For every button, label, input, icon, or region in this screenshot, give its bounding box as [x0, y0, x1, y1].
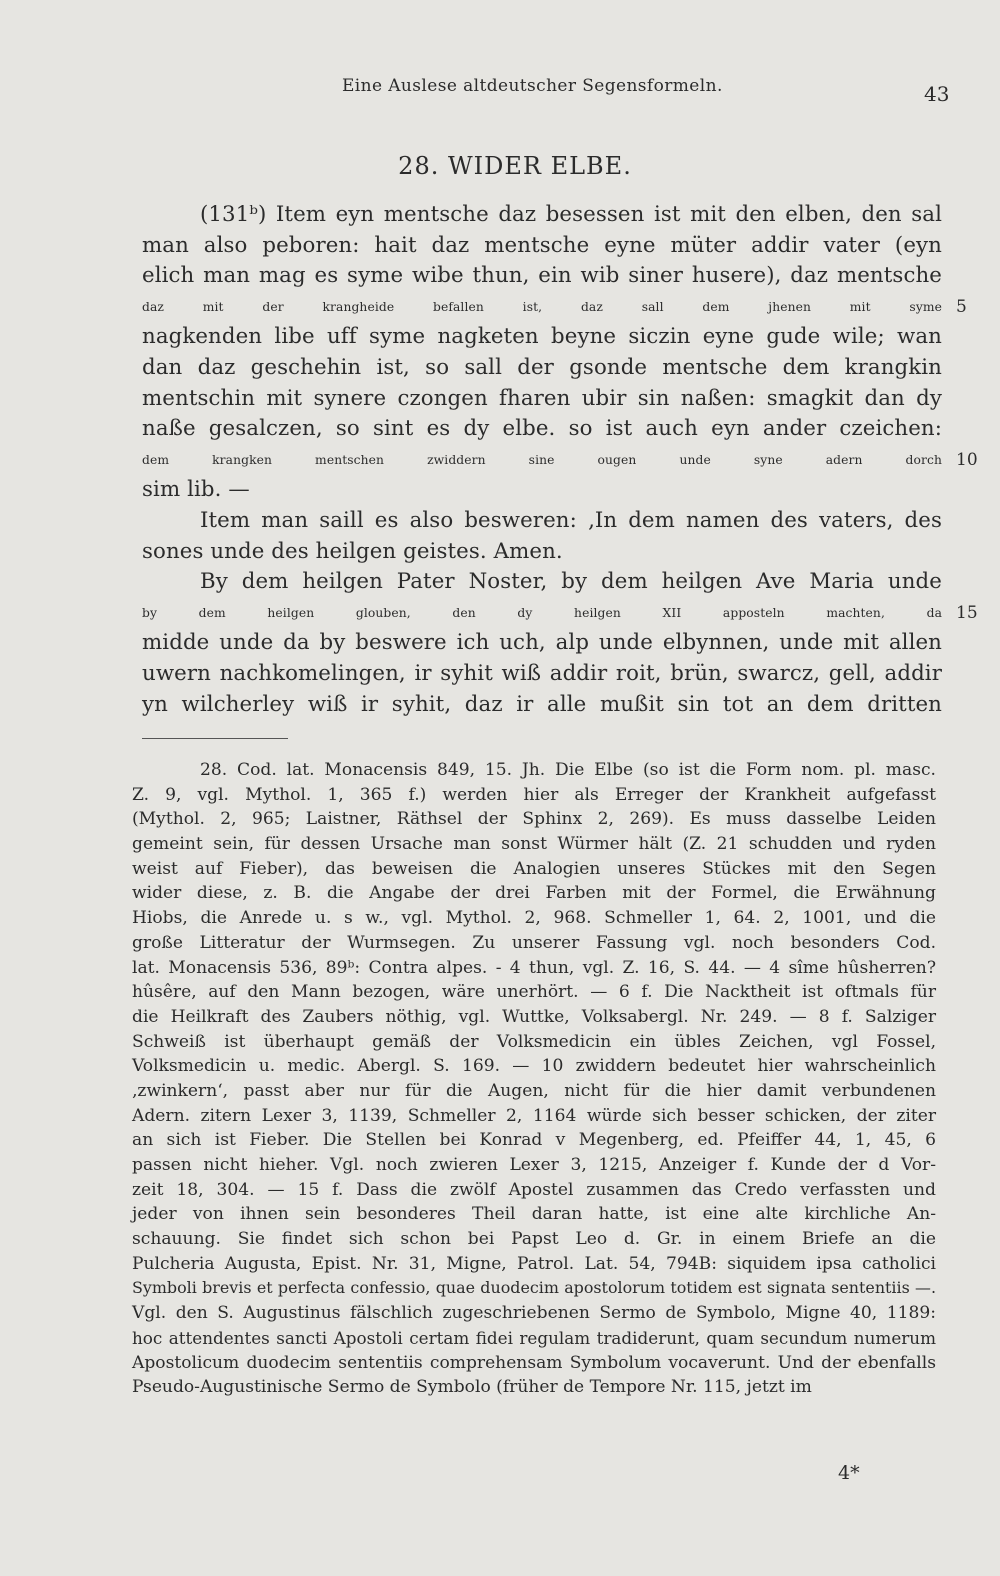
footnote-line: große Litteratur der Wurmsegen. Zu unserer Fassung vgl. noch besonders Cod.: [132, 932, 936, 953]
line-number: 10: [956, 449, 978, 470]
text-line-content: yn wilcherley wiß ir syhit, daz ir alle mußit sin tot an dem dritten: [142, 691, 942, 717]
footnote-line: Pulcheria Augusta, Epist. Nr. 31, Migne, Patrol. Lat. 54, 794B: siquidem ipsa catholici: [132, 1253, 936, 1274]
text-line-content: nagkenden libe uff syme nagketen beyne siczin eyne gude wile; wan: [142, 324, 942, 350]
footnote-line: weist auf Fieber), das beweisen die Analogien unseres Stückes mit den Segen: [132, 858, 936, 879]
footnote-rule: [142, 738, 288, 739]
charm-text: [142, 200, 978, 720]
footnote-line: hoc attendentes sancti Apostoli certam fidei regulam tradiderunt, quam secundum numerum: [132, 1327, 936, 1348]
text-line: [142, 628, 942, 659]
footnote-line: an sich ist Fieber. Die Stellen bei Konrad v Megenberg, ed. Pfeiffer 44, 1, 45, 6: [132, 1130, 936, 1151]
text-line: [142, 690, 942, 721]
running-title: Eine Auslese altdeutscher Segensformeln.: [342, 76, 723, 96]
text-line: [142, 261, 942, 292]
text-line: [142, 231, 942, 262]
footnote-line: hûsêre, auf den Mann bezogen, wäre unerhört. — 6 f. Die Nacktheit ist oftmals für: [132, 982, 936, 1003]
text-line-content: dem krangken mentschen zwiddern sine ougen unde syne adern dorch: [142, 452, 942, 467]
text-line: [142, 200, 942, 231]
text-line-content: (131ᵇ) Item eyn mentsche daz besessen ist mit den elben, den sal: [200, 202, 942, 227]
footnote-line: Adern. zitern Lexer 3, 1139, Schmeller 2, 1164 würde sich besser schicken, der ziter: [132, 1105, 936, 1126]
footnote-line: schauung. Sie findet sich schon bei Papst Leo d. Gr. in einem Briefe an die: [132, 1229, 936, 1250]
text-line-content: dan daz geschehin ist, so sall der gsonde mentsche dem krangkin: [142, 354, 942, 380]
footnote-line: Schweiß ist überhaupt gemäß der Volksmedicin ein übles Zeichen, vgl Fossel,: [132, 1031, 936, 1052]
text-line: [142, 475, 942, 506]
text-line: [142, 506, 942, 537]
signature-mark: 4*: [838, 1462, 860, 1484]
text-line-content: midde unde da by beswere ich uch, alp unde elbynnen, unde mit allen: [142, 630, 942, 656]
text-line-content: By dem heilgen Pater Noster, by dem heilgen Ave Maria unde: [200, 569, 942, 595]
text-line: [142, 598, 978, 629]
footnote-line: Symboli brevis et perfecta confessio, quae duodecim apostolorum totidem est signata sententiis —.: [132, 1278, 936, 1298]
footnote-line: Apostolicum duodecim sententiis comprehensam Symbolum vocaverunt. Und der ebenfalls: [132, 1352, 936, 1373]
line-number: 15: [956, 602, 978, 623]
page-number: 43: [924, 82, 950, 106]
footnote-line: Vgl. den S. Augustinus fälschlich zugeschriebenen Sermo de Symbolo, Migne 40, 1189:: [132, 1303, 936, 1324]
footnote-line: Pseudo-Augustinische Sermo de Symbolo (früher de Tempore Nr. 115, jetzt im: [132, 1377, 812, 1398]
text-line-content: elich man mag es syme wibe thun, ein wib siner husere), daz mentsche: [142, 263, 942, 289]
text-line: [142, 353, 942, 384]
footnote-line: ‚zwinkern‘, passt aber nur für die Augen, nicht für die hier damit verbundenen: [132, 1080, 936, 1101]
text-line-content: daz mit der krangheide befallen ist, daz sall dem jhenen mit syme: [142, 299, 942, 314]
text-line-content: man also peboren: hait daz mentsche eyne müter addir vater (eyn: [142, 232, 942, 258]
footnote-line: (Mythol. 2, 965; Laistner, Räthsel der Sphinx 2, 269). Es muss dasselbe Leiden: [132, 809, 936, 830]
footnotes: [132, 758, 936, 1400]
footnote-line: passen nicht hieher. Vgl. noch zwieren Lexer 3, 1215, Anzeiger f. Kunde der d Vor-: [132, 1155, 936, 1175]
text-line: [142, 567, 942, 598]
footnote-line: Z. 9, vgl. Mythol. 1, 365 f.) werden hier als Erreger der Krankheit aufgefasst: [132, 784, 936, 805]
text-line-content: uwern nachkomelingen, ir syhit wiß addir roit, brün, swarcz, gell, addir: [142, 660, 942, 686]
text-line-content: Item man saill es also besweren: ‚In dem namen des vaters, des: [200, 507, 942, 533]
footnote-line: lat. Monacensis 536, 89ᵇ: Contra alpes. - 4 thun, vgl. Z. 16, S. 44. — 4 sîme hûsherren?: [132, 957, 936, 978]
footnote-line: Volksmedicin u. medic. Abergl. S. 169. — 10 zwiddern bedeutet hier wahrscheinlich: [132, 1056, 936, 1077]
text-line-content: mentschin mit synere czongen fharen ubir sin naßen: smagkit dan dy: [142, 385, 942, 411]
page-header: [0, 76, 1000, 106]
text-line-content: naße gesalczen, so sint es dy elbe. so ist auch eyn ander czeichen:: [142, 416, 942, 442]
text-line: [142, 322, 942, 353]
footnote-line: die Heilkraft des Zaubers nöthig, vgl. Wuttke, Volksabergl. Nr. 249. — 8 f. Salziger: [132, 1006, 936, 1027]
text-line: [142, 384, 942, 415]
footnote-line: Hiobs, die Anrede u. s w., vgl. Mythol. 2, 968. Schmeller 1, 64. 2, 1001, und die: [132, 908, 936, 929]
section-title: 28. WIDER ELBE.: [398, 152, 632, 180]
text-line: [142, 445, 978, 476]
text-line: [142, 292, 967, 323]
footnote-line: 28. Cod. lat. Monacensis 849, 15. Jh. Die Elbe (so ist die Form nom. pl. masc.: [200, 760, 936, 780]
footnote-line: gemeint sein, für dessen Ursache man sonst Würmer hält (Z. 21 schudden und ryden: [132, 834, 936, 855]
footnote-line: zeit 18, 304. — 15 f. Dass die zwölf Apostel zusammen das Credo verfassten und: [132, 1179, 936, 1200]
text-line: [142, 414, 942, 445]
text-line-content: sim lib. —: [142, 477, 250, 503]
footnote-line: wider diese, z. B. die Angabe der drei Farben mit der Formel, die Erwähnung: [132, 883, 936, 904]
text-line: [142, 659, 942, 690]
line-number: 5: [956, 296, 967, 317]
text-line-content: sones unde des heilgen geistes. Amen.: [142, 538, 563, 564]
footnote-line: jeder von ihnen sein besonderes Theil daran hatte, ist eine alte kirchliche An-: [132, 1204, 936, 1225]
text-line: [142, 537, 942, 568]
text-line-content: by dem heilgen glouben, den dy heilgen XII apposteln machten, da: [142, 605, 942, 620]
